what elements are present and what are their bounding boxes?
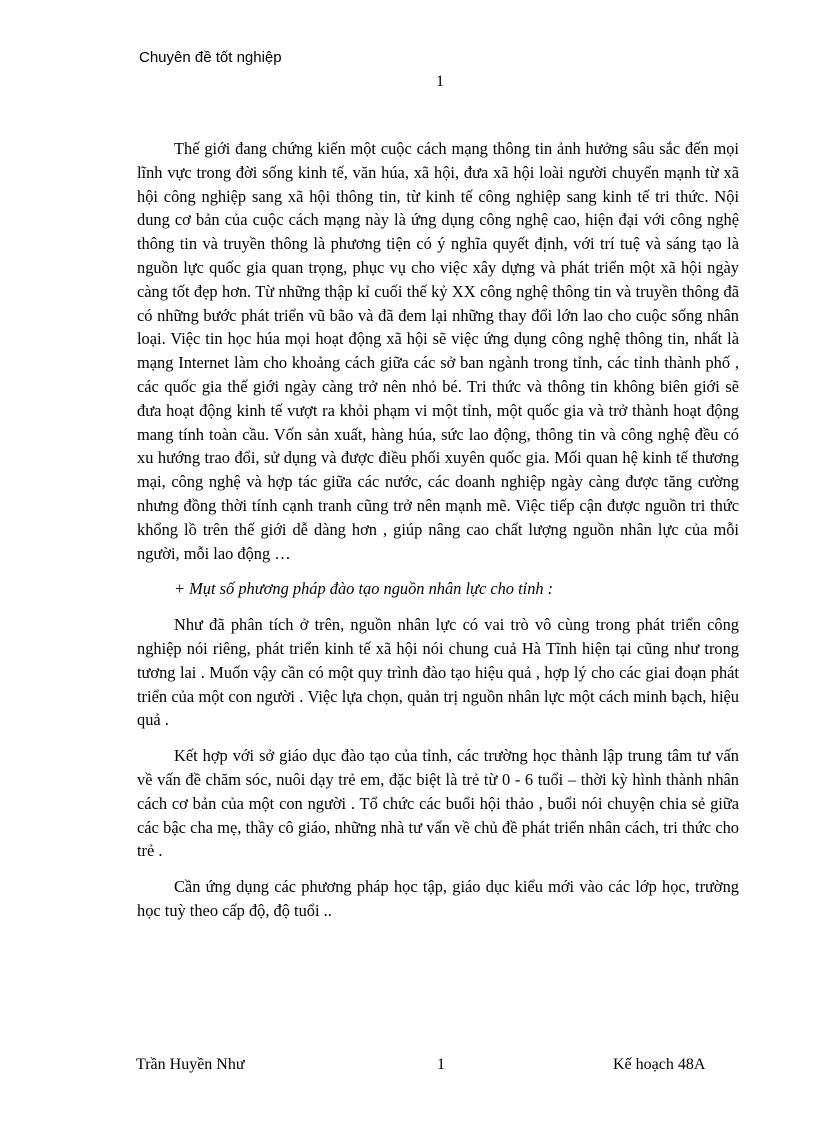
footer-plan: Kế hoạch 48A (613, 1056, 706, 1073)
paragraph-analysis: Như đã phân tích ở trên, nguồn nhân lực có vai trò vô cùng trong phát triển công nghiệp nói riêng, phát triển kinh tế xã hội nói chung cuả Hà Tĩnh hiện tại cũng như trong tương lai . Muốn vậy cần có một quy trình đào tạo hiệu quả , hợp lý cho các giai đoạn phát triển của một con người . Việc lựa chọn, quản trị nguồn nhân lực một cách minh bạch, hiệu quả . (137, 615, 739, 730)
section-heading: + Mụt số phương pháp đào tạo nguồn nhân lực cho tỉnh : (174, 579, 554, 599)
header-title: Chuyên đề tốt nghiệp (139, 49, 282, 66)
footer-page-number: 1 (437, 1056, 445, 1073)
document-body (137, 137, 739, 935)
header-page-number: 1 (436, 73, 444, 90)
intro-paragraph: Thế giới đang chứng kiến một cuộc cách mạng thông tin ảnh hưởng sâu sắc đến mọi lĩnh vực trong đời sống kinh tế, văn húa, xã hội, đưa xã hội loài người chuyển mạnh từ xã hội công nghiệp sang xã hội thông tin, từ kinh tế công nghiệp sang kinh tế tri thức. Nội dung cơ bản của cuộc cách mạng này là ứng dụng công nghệ cao, hiện đại với công nghệ thông tin và truyền thông là phương tiện có ý nghĩa quyết định, với trí tuệ và sáng tạo là nguồn lực quốc gia quan trọng, phục vụ cho việc xây dựng và phát triển một xã hội ngày càng tốt đẹp hơn. Từ những thập kỉ cuối thế kỷ XX công nghệ thông tin và truyền thông đã có những bước phát triển vũ bão và đã đem lại những thay đổi lớn lao cho cuộc sống nhân loại. Việc tin học húa mọi hoạt động xã hội sẽ việc ứng dụng công nghệ thông tin, nhất là mạng Internet làm cho khoảng cách giữa các sở ban ngành trong tỉnh, các tỉnh thành phố , các quốc gia thế giới ngày càng trở nên nhỏ bé. Tri thức và thông tin không biên giới sẽ đưa hoạt động kinh tế vượt ra khỏi phạm vi một tỉnh, một quốc gia và trở thành hoạt động mang tính toàn cầu. Vốn sản xuất, hàng húa, sức lao động, thông tin và công nghệ đều có xu hướng trao đổi, sử dụng và được điều phối xuyên quốc gia. Mối quan hệ kinh tế thương mại, công nghệ và hợp tác giữa các nước, các doanh nghiệp ngày càng được tăng cường nhưng đồng thời tính cạnh tranh cũng trở nên mạnh mẽ. Việc tiếp cận được nguồn tri thức khổng lồ trên thế giới dễ dàng hơn , giúp nâng cao chất lượng nguồn nhân lực của mỗi người, mỗi lao động … (137, 139, 739, 563)
footer-author: Trần Huyền Như (136, 1056, 245, 1073)
paragraph-education: Kết hợp với sở giáo dục đào tạo của tỉnh, các trường học thành lập trung tâm tư vấn về vấn đề chăm sóc, nuôi dạy trẻ em, đặc biệt là trẻ từ 0 - 6 tuổi – thời kỳ hình thành nhân cách cơ bản của một con người . Tổ chức các buổi hội thảo , buổi nói chuyện chia sẻ giữa các bậc cha mẹ, thầy cô giáo, những nhà tư vấn về chủ đề phát triển nhân cách, tri thức cho trẻ . (137, 746, 739, 861)
paragraph-methods: Cần ứng dụng các phương pháp học tập, giáo dục kiểu mới vào các lớp học, trường học tuỳ theo cấp độ, độ tuổi .. (137, 877, 739, 920)
